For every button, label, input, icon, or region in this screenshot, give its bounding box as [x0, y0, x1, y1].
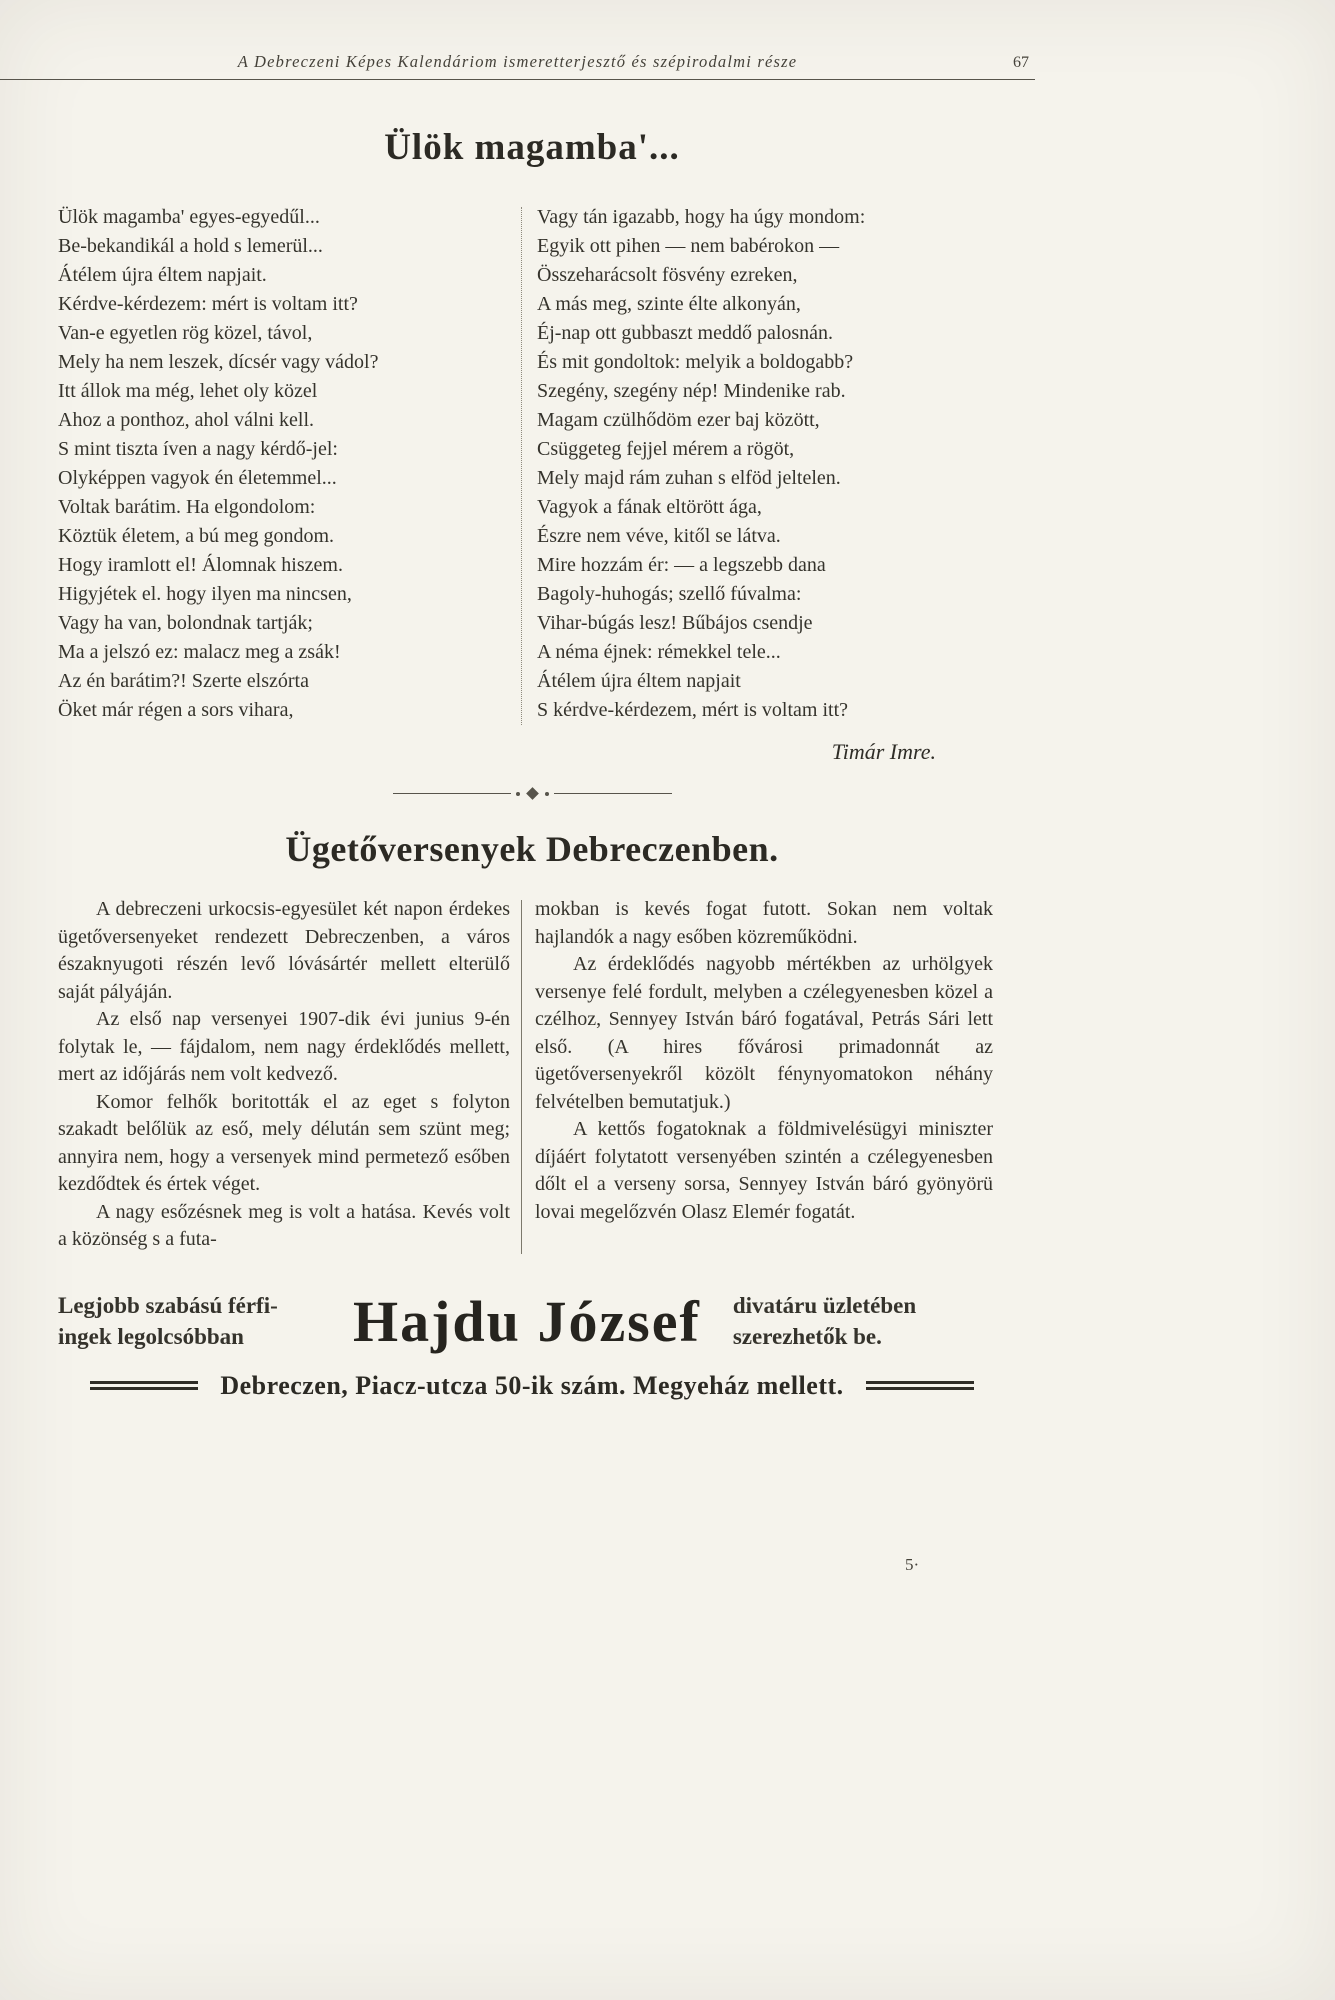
double-rule-left: [90, 1381, 198, 1390]
poem-line: Ma a jelszó ez: malacz meg a zsák!: [58, 641, 341, 663]
page-number: 67: [1013, 54, 1029, 71]
poem-line: Mire hozzám ér: — a legszebb dana: [537, 554, 826, 576]
poem-line: Hogy iramlott el! Álomnak hiszem.: [58, 554, 343, 576]
advert-left-line2: ingek legolcsóbban: [58, 1324, 244, 1349]
ornament-dot: [545, 792, 549, 796]
poem-line: Átélem újra éltem napjait.: [58, 264, 267, 286]
printer-signature-mark: 5·: [905, 1555, 920, 1574]
ornament-divider: [58, 789, 1006, 798]
poem-line: Köztük életem, a bú meg gondom.: [58, 525, 335, 547]
ornament-line: [554, 793, 672, 795]
poem-line: Itt állok ma még, lehet oly közel: [58, 380, 318, 402]
poem-line: Egyik ott pihen — nem babérokon —: [537, 235, 840, 257]
poem-line: Szegény, szegény nép! Mindenike rab.: [537, 380, 846, 402]
advert-left-line1: Legjobb szabású férfi-: [58, 1292, 278, 1318]
poem-line: A néma éjnek: rémekkel tele...: [537, 641, 781, 663]
poem-line: Vihar-búgás lesz! Bűbájos csendje: [537, 612, 813, 634]
advert-address-row: [58, 1371, 1006, 1401]
advert-left-text: [58, 1290, 323, 1352]
poem-column-divider: [521, 207, 522, 725]
poem-line: Olyképpen vagyok én életemmel...: [58, 467, 337, 489]
advert-right-line1: divatáru üzletében: [732, 1292, 917, 1318]
poem-line: És mit gondoltok: melyik a boldogabb?: [537, 351, 854, 373]
ornament-diamond: [526, 787, 539, 800]
poem-line: Az én barátim?! Szerte elszórta: [58, 670, 309, 692]
poem-line: Vagy tán igazabb, hogy ha úgy mondom:: [537, 206, 866, 228]
poem-title: Ülök magamba'...: [384, 127, 680, 168]
poem-line: Ahoz a ponthoz, ahol válni kell.: [58, 409, 315, 431]
poem-line: Ülök magamba' egyes-egyedűl...: [58, 206, 320, 228]
article-paragraph: A nagy esőzésnek meg is volt a hatása. Kevés volt a közönség s a futa-: [58, 1200, 510, 1250]
poem-line: Észre nem véve, kitől se látva.: [537, 525, 781, 547]
poem-right-column: [533, 203, 989, 725]
page-content: [58, 126, 1006, 1401]
article-paragraph: A debreczeni urkocsis-egyesület két napon érdekes ügetőversenyeket rendezett Debreczenben, a város északnyugoti részén levő lóvásártér mellett elterülő saját pályáján.: [58, 898, 510, 1003]
article-columns: [58, 896, 1006, 1254]
article-title: Ügetőversenyek Debreczenben.: [285, 829, 779, 869]
poem-line: Vagyok a fának eltörött ága,: [537, 496, 762, 518]
poem-line: Voltak barátim. Ha elgondolom:: [58, 496, 316, 518]
poem-line: A más meg, szinte élte alkonyán,: [537, 293, 801, 315]
poem-line: S kérdve-kérdezem, mért is voltam itt?: [537, 699, 849, 721]
poem-line: Van-e egyetlen rög közel, távol,: [58, 322, 313, 344]
running-head: [0, 0, 1035, 80]
poem-line: Bagoly-huhogás; szellő fúvalma:: [537, 583, 802, 605]
poem-columns: [58, 203, 1006, 725]
advert-block: [58, 1288, 1006, 1355]
advert-right-text: [733, 1290, 916, 1352]
poem-line: Öket már régen a sors vihara,: [58, 699, 294, 721]
article-paragraph: A kettős fogatoknak a földmivelésügyi miniszter díjáért folytatott versenyében szintén a czélegyenesben dőlt el a verseny sorsa, Sennyey István báró gyönyörü lovai megelőzvén Olasz Elemér fogatát.: [535, 1118, 993, 1223]
poem-line: Be-bekandikál a hold s lemerül...: [58, 235, 323, 257]
poem-line: Higyjétek el. hogy ilyen ma nincsen,: [58, 583, 352, 605]
advert-address: Debreczen, Piacz-utcza 50-ik szám. Megyeház mellett.: [220, 1370, 844, 1400]
poem-line: Csüggeteg fejjel mérem a rögöt,: [537, 438, 795, 460]
poem-line: Mely majd rám zuhan s elföd jeltelen.: [537, 467, 841, 489]
article-paragraph: Az érdeklődés nagyobb mértékben az urhölgyek versenye felé fordult, melyben a czélegyenesben közel a czélhoz, Sennyey István báró fogatával, Petrás Sári lett első. (A hires fővárosi primadonnát az ügetőversenyekről közölt fénynyomatokon néhány felvételben bemutatjuk.): [535, 953, 993, 1113]
article-column-divider: [521, 900, 522, 1254]
double-rule-right: [866, 1381, 974, 1390]
poem-line: S mint tiszta íven a nagy kérdő-jel:: [58, 438, 338, 460]
poem-line: Magam czülhődöm ezer baj között,: [537, 409, 820, 431]
poem-line: Éj-nap ott gubbaszt meddő palosnán.: [537, 322, 834, 344]
article-right-column: [533, 896, 993, 1254]
running-head-title: A Debreczeni Képes Kalendáriom ismeretterjesztő és szépirodalmi része: [237, 52, 798, 71]
poem-left-column: [58, 203, 510, 725]
article-paragraph: Az első nap versenyei 1907-dik évi junius 9-én folytak le, — fájdalom, nem nagy érdeklődés mellett, mert az időjárás nem volt kedvező.: [58, 1008, 510, 1085]
poem-line: Összeharácsolt fösvény ezreken,: [537, 264, 798, 286]
poem-line: Átélem újra éltem napjait: [537, 670, 741, 692]
article-left-column: [58, 896, 510, 1254]
poem-line: Kérdve-kérdezem: mért is voltam itt?: [58, 293, 358, 315]
article-paragraph: mokban is kevés fogat futott. Sokan nem voltak hajlandók a nagy esőben közreműködni.: [535, 898, 993, 948]
poem-line: Vagy ha van, bolondnak tartják;: [58, 612, 313, 634]
poem-line: Mely ha nem leszek, dícsér vagy vádol?: [58, 351, 379, 373]
advert-brand-name: Hajdu József: [353, 1288, 701, 1354]
poem-author-signature: Timár Imre.: [831, 739, 936, 764]
ornament-dot: [516, 792, 520, 796]
advert-right-line2: szerezhetők be.: [732, 1324, 882, 1349]
ornament-line: [393, 793, 511, 795]
article-paragraph: Komor felhők boritották el az eget s folyton szakadt belőlük az eső, mely délután sem szünt meg; annyira nem, hogy a versenyek mind permetező esőben kezdődtek és értek véget.: [58, 1090, 510, 1195]
